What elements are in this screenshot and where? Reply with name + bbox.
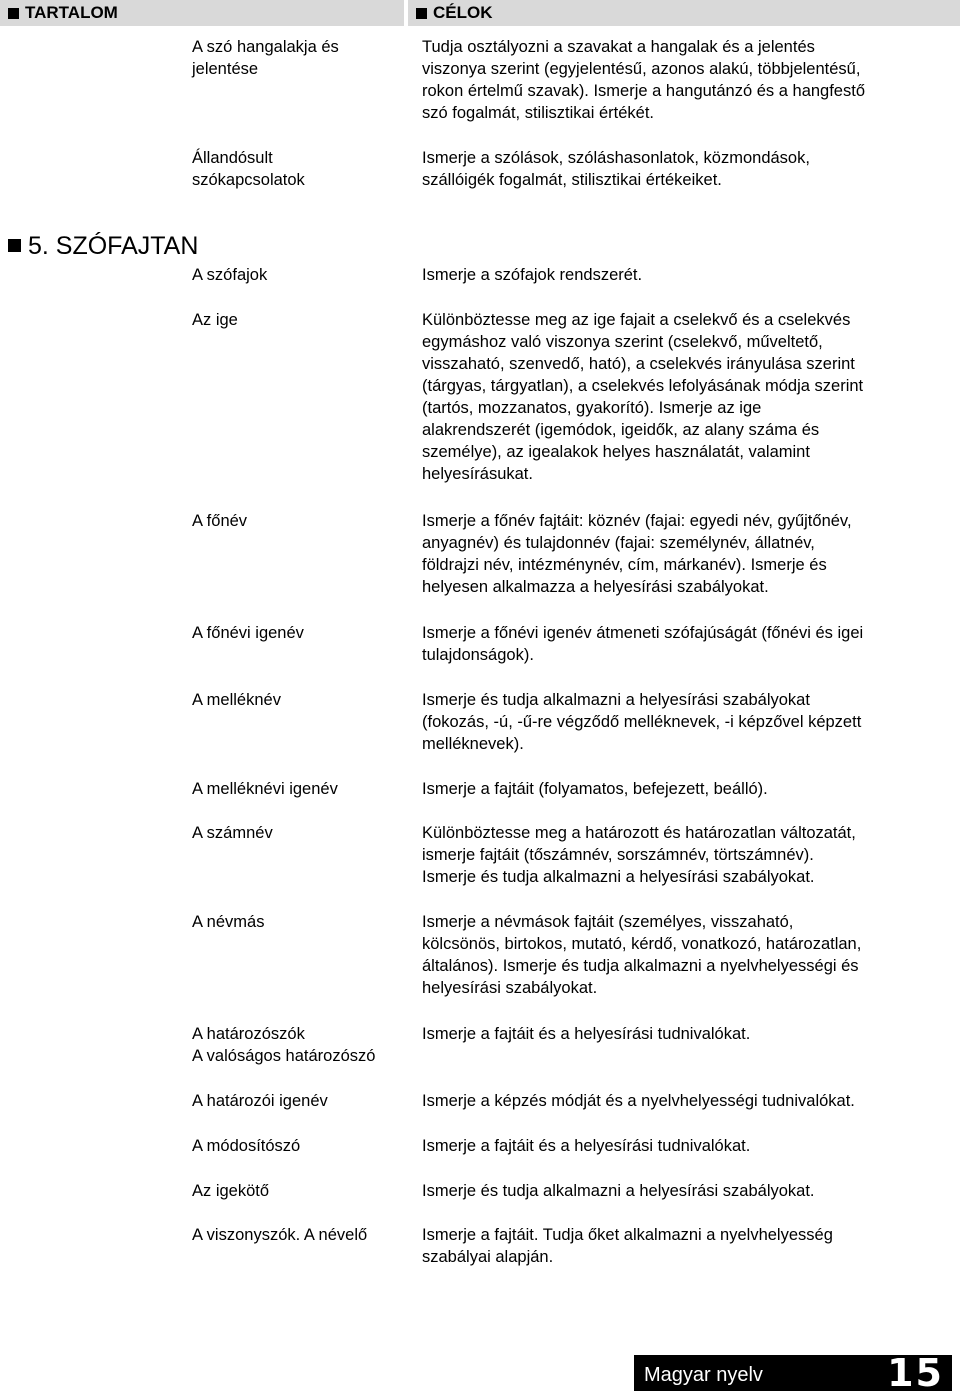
goal-cell	[422, 622, 863, 666]
footer-label: Magyar nyelv	[644, 1364, 763, 1386]
goal-cell	[422, 778, 768, 800]
header-celok	[408, 0, 960, 26]
goal-line: Ismerje a fajtáit és a helyesírási tudnivalókat.	[422, 1025, 751, 1043]
goal-line: Ismerje a szólások, szóláshasonlatok, közmondások,	[422, 149, 810, 167]
goal-line: tulajdonságok).	[422, 646, 534, 664]
topic-cell	[192, 689, 281, 711]
goal-line: Ismerje és tudja alkalmazni a helyesírási szabályokat	[422, 691, 810, 709]
goal-line: Ismerje a főnévi igenév átmeneti szófajúságát (főnévi és igei	[422, 624, 864, 642]
section-title	[8, 232, 198, 260]
goal-line: általános). Ismerje és tudja alkalmazni a nyelvhelyességi és	[422, 957, 859, 975]
goal-cell	[422, 36, 865, 124]
bullet-square-icon	[416, 8, 427, 19]
topic-line: A határozói igenév	[192, 1092, 328, 1110]
footer-badge	[634, 1351, 952, 1395]
page-number: 15	[887, 1351, 944, 1395]
goal-line: Különböztesse meg az ige fajait a cselekvő és a cselekvés	[422, 311, 851, 329]
topic-cell	[192, 622, 304, 644]
goal-cell	[422, 264, 642, 286]
topic-cell	[192, 778, 338, 800]
goal-line: Ismerje a főnév fajtáit: köznév (fajai: egyedi név, gyűjtőnév,	[422, 512, 852, 530]
goal-line: egymáshoz való viszonya szerint (cselekvő, műveltető,	[422, 333, 823, 351]
topic-line: Az ige	[192, 311, 238, 329]
goal-cell	[422, 309, 863, 485]
section-title-text: 5. SZÓFAJTAN	[28, 232, 199, 260]
goal-line: rokon értelmű szavak). Ismerje a hangutánzó és a hangfestő	[422, 82, 865, 100]
goal-line: Különböztesse meg a határozott és határozatlan változatát,	[422, 824, 856, 842]
goal-line: visszaható, szenvedő, ható), a cselekvés irányulása szerint	[422, 355, 855, 373]
header-left-label: TARTALOM	[25, 3, 118, 22]
goal-cell	[422, 510, 852, 598]
topic-line: Az igekötő	[192, 1182, 270, 1200]
topic-cell	[192, 510, 247, 532]
goal-line: földrajzi név, intézménynév, cím, márkanév). Ismerje és	[422, 556, 827, 574]
topic-cell	[192, 147, 305, 191]
goal-cell	[422, 147, 810, 191]
goal-cell	[422, 1224, 833, 1268]
goal-line: személye), az igealakok helyes használatát, valamint	[422, 443, 810, 461]
goal-line: Ismerje a fajtáit (folyamatos, befejezett, beálló).	[422, 780, 768, 798]
goal-cell	[422, 911, 861, 999]
goal-line: viszonya szerint (egyjelentésű, azonos alakú, többjelentésű,	[422, 60, 861, 78]
goal-line: Tudja osztályozni a szavakat a hangalak és a jelentés	[422, 38, 815, 56]
topic-cell	[192, 1023, 375, 1067]
topic-line: A melléknév	[192, 691, 281, 709]
topic-line: szókapcsolatok	[192, 171, 305, 189]
topic-cell	[192, 1135, 300, 1157]
goal-line: (tárgyas, tárgyatlan), a cselekvés lefolyásának módja szerint	[422, 377, 864, 395]
goal-line: melléknevek).	[422, 735, 524, 753]
goal-cell	[422, 822, 856, 888]
topic-cell	[192, 822, 273, 844]
topic-line: A névmás	[192, 913, 265, 931]
bullet-square-icon	[8, 239, 21, 252]
topic-cell	[192, 36, 339, 80]
goal-line: Ismerje a szófajok rendszerét.	[422, 266, 643, 284]
header-right-label: CÉLOK	[433, 3, 493, 22]
goal-line: szó fogalmát, stilisztikai értékét.	[422, 104, 654, 122]
topic-line: A szófajok	[192, 266, 268, 284]
goal-line: anyagnév) és tulajdonnév (fajai: személynév, állatnév,	[422, 534, 815, 552]
bullet-square-icon	[8, 8, 19, 19]
goal-line: Ismerje a névmások fajtáit (személyes, visszaható,	[422, 913, 794, 931]
goal-line: (fokozás, -ú, -ű-re végződő melléknevek, -i képzővel képzett	[422, 713, 862, 731]
goal-line: alakrendszerét (igemódok, igeidők, az alany száma és	[422, 421, 820, 439]
topic-cell	[192, 1180, 269, 1202]
topic-cell	[192, 264, 267, 286]
goal-line: (tartós, mozzanatos, gyakorító). Ismerje az ige	[422, 399, 762, 417]
goal-line: Ismerje a képzés módját és a nyelvhelyességi tudnivalókat.	[422, 1092, 855, 1110]
goal-line: Ismerje a fajtáit. Tudja őket alkalmazni a nyelvhelyesség	[422, 1226, 833, 1244]
goal-cell	[422, 1180, 815, 1202]
goal-line: Ismerje és tudja alkalmazni a helyesírási szabályokat.	[422, 1182, 815, 1200]
topic-line: A határozószók	[192, 1025, 305, 1043]
topic-cell	[192, 1090, 328, 1112]
topic-line: A szó hangalakja és	[192, 38, 339, 56]
topic-line: A valóságos határozószó	[192, 1047, 376, 1065]
goal-cell	[422, 1135, 750, 1157]
topic-line: A főnévi igenév	[192, 624, 304, 642]
goal-line: Ismerje és tudja alkalmazni a helyesírási szabályokat.	[422, 868, 815, 886]
goal-line: szállóigék fogalmát, stilisztikai értékeiket.	[422, 171, 722, 189]
goal-line: kölcsönös, birtokos, mutató, kérdő, vonatkozó, határozatlan,	[422, 935, 862, 953]
goal-cell	[422, 1090, 855, 1112]
topic-cell	[192, 1224, 367, 1246]
topic-cell	[192, 911, 264, 933]
goal-line: szabályai alapján.	[422, 1248, 554, 1266]
topic-line: A módosítószó	[192, 1137, 301, 1155]
goal-line: helyesen alkalmazza a helyesírási szabályokat.	[422, 578, 769, 596]
topic-line: A főnév	[192, 512, 248, 530]
goal-cell	[422, 689, 861, 755]
topic-line: A számnév	[192, 824, 273, 842]
topic-cell	[192, 309, 238, 331]
goal-line: helyesírásukat.	[422, 465, 533, 483]
goal-line: helyesírási szabályokat.	[422, 979, 598, 997]
topic-line: jelentése	[192, 60, 259, 78]
goal-line: ismerje fajtáit (tőszámnév, sorszámnév, törtszámnév).	[422, 846, 814, 864]
header-tartalom	[0, 0, 404, 26]
topic-line: Állandósult	[192, 149, 273, 167]
topic-line: A melléknévi igenév	[192, 780, 338, 798]
topic-line: A viszonyszók. A névelő	[192, 1226, 368, 1244]
goal-line: Ismerje a fajtáit és a helyesírási tudnivalókat.	[422, 1137, 751, 1155]
goal-cell	[422, 1023, 750, 1045]
